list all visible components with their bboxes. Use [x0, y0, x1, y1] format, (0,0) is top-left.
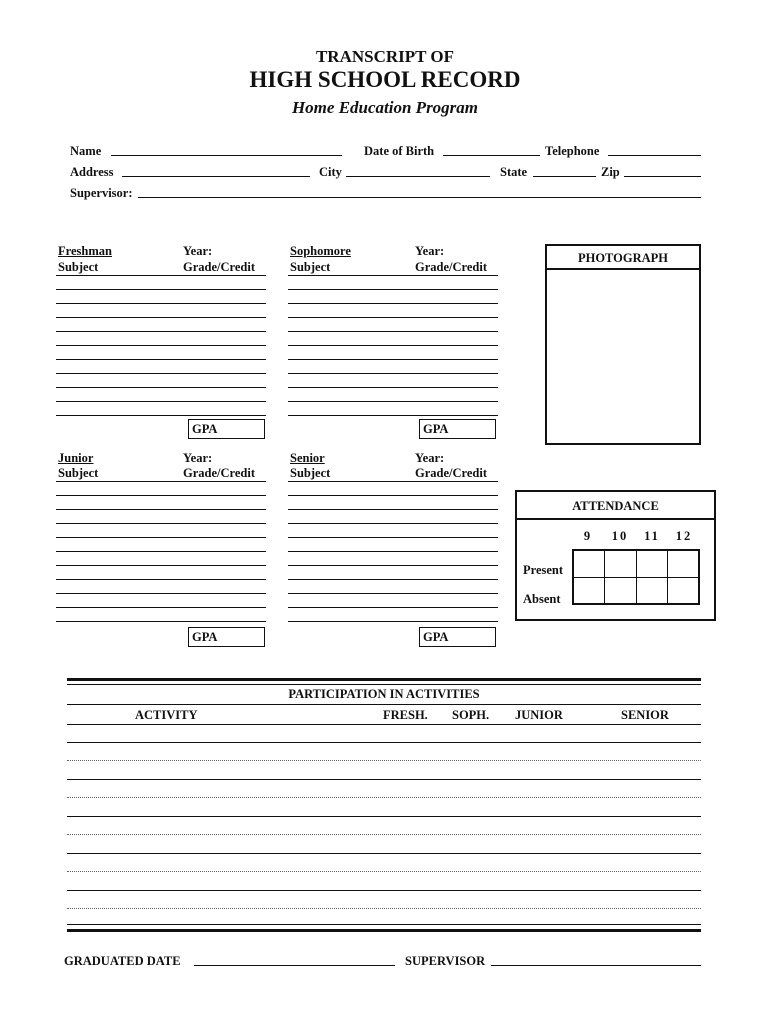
junior-row-3[interactable] — [56, 523, 266, 524]
junior-gpa-label: GPA — [192, 630, 218, 644]
attendance-absent-label: Absent — [523, 592, 561, 606]
freshman-row-6[interactable] — [56, 359, 266, 360]
junior-grade-header: Grade/Credit — [183, 466, 255, 480]
activities-title-rule — [67, 704, 701, 705]
name-label: Name — [70, 144, 102, 158]
title-line-1: TRANSCRIPT OF — [315, 47, 455, 66]
address-label: Address — [70, 165, 114, 179]
activity-row-5-guide — [67, 908, 701, 909]
activity-row-3[interactable] — [67, 816, 701, 817]
sophomore-year-label: Year: — [415, 244, 445, 258]
junior-header-rule — [56, 481, 266, 482]
city-label: City — [319, 165, 342, 179]
telephone-field[interactable] — [608, 155, 701, 156]
freshman-row-9[interactable] — [56, 401, 266, 402]
senior-heading: Senior — [290, 451, 325, 465]
zip-field[interactable] — [624, 176, 701, 177]
name-field[interactable] — [111, 155, 342, 156]
sophomore-row-4[interactable] — [288, 331, 498, 332]
footer-supervisor-label: SUPERVISOR — [405, 954, 486, 968]
sophomore-row-5[interactable] — [288, 345, 498, 346]
sophomore-grade-header: Grade/Credit — [415, 260, 487, 274]
graduated-date-field[interactable] — [194, 965, 395, 966]
attendance-box — [515, 490, 716, 621]
senior-header-rule — [288, 481, 498, 482]
state-label: State — [500, 165, 528, 179]
sophomore-header-rule — [288, 275, 498, 276]
sophomore-row-6[interactable] — [288, 359, 498, 360]
telephone-label: Telephone — [545, 144, 600, 158]
sophomore-gpa-box[interactable] — [419, 419, 496, 439]
sophomore-gpa-label: GPA — [423, 422, 449, 436]
senior-year-label: Year: — [415, 451, 445, 465]
attendance-present-label: Present — [523, 563, 564, 577]
attendance-grade-12: 12 — [675, 529, 693, 543]
junior-row-10[interactable] — [56, 621, 266, 622]
sophomore-row-9[interactable] — [288, 401, 498, 402]
freshman-header-rule — [56, 275, 266, 276]
freshman-heading: Freshman — [58, 244, 112, 258]
activities-col-junior: JUNIOR — [515, 708, 563, 722]
footer-supervisor-field[interactable] — [491, 965, 701, 966]
junior-row-2[interactable] — [56, 509, 266, 510]
graduated-date-label: GRADUATED DATE — [64, 954, 181, 968]
freshman-gpa-box[interactable] — [188, 419, 265, 439]
junior-row-6[interactable] — [56, 565, 266, 566]
zip-label: Zip — [601, 165, 620, 179]
activities-title: PARTICIPATION IN ACTIVITIES — [288, 687, 480, 701]
supervisor-label: Supervisor: — [70, 186, 133, 200]
freshman-row-7[interactable] — [56, 373, 266, 374]
freshman-row-8[interactable] — [56, 387, 266, 388]
freshman-row-4[interactable] — [56, 331, 266, 332]
activity-row-1-guide — [67, 760, 701, 761]
senior-row-1[interactable] — [288, 495, 498, 496]
sophomore-row-10[interactable] — [288, 415, 498, 416]
sophomore-row-7[interactable] — [288, 373, 498, 374]
attendance-grid-col-3 — [667, 551, 668, 603]
attendance-grade-10: 10 — [611, 529, 629, 543]
freshman-subject-header: Subject — [58, 260, 99, 274]
sophomore-heading: Sophomore — [290, 244, 351, 258]
activity-row-2[interactable] — [67, 779, 701, 780]
attendance-grid-col-1 — [604, 551, 605, 603]
freshman-gpa-label: GPA — [192, 422, 218, 436]
junior-row-7[interactable] — [56, 579, 266, 580]
junior-row-5[interactable] — [56, 551, 266, 552]
sophomore-row-2[interactable] — [288, 303, 498, 304]
senior-row-6[interactable] — [288, 565, 498, 566]
subtitle: Home Education Program — [291, 98, 479, 117]
attendance-title-rule — [517, 518, 714, 520]
state-field[interactable] — [533, 176, 596, 177]
sophomore-row-8[interactable] — [288, 387, 498, 388]
attendance-grid — [572, 549, 700, 605]
junior-heading: Junior — [58, 451, 94, 465]
city-field[interactable] — [346, 176, 490, 177]
dob-field[interactable] — [443, 155, 540, 156]
junior-row-9[interactable] — [56, 607, 266, 608]
senior-gpa-box[interactable] — [419, 627, 496, 647]
senior-row-3[interactable] — [288, 523, 498, 524]
freshman-row-5[interactable] — [56, 345, 266, 346]
photograph-label-rule — [547, 268, 699, 270]
senior-row-4[interactable] — [288, 537, 498, 538]
senior-row-7[interactable] — [288, 579, 498, 580]
attendance-grid-col-2 — [636, 551, 637, 603]
photograph-box[interactable] — [545, 244, 701, 445]
activities-col-activity: ACTIVITY — [135, 708, 198, 722]
freshman-row-3[interactable] — [56, 317, 266, 318]
junior-subject-header: Subject — [58, 466, 99, 480]
junior-row-1[interactable] — [56, 495, 266, 496]
activities-col-fresh: FRESH. — [383, 708, 428, 722]
senior-gpa-label: GPA — [423, 630, 449, 644]
address-field[interactable] — [122, 176, 310, 177]
junior-row-8[interactable] — [56, 593, 266, 594]
activity-row-6[interactable] — [67, 924, 701, 925]
activity-row-2-guide — [67, 797, 701, 798]
senior-row-5[interactable] — [288, 551, 498, 552]
supervisor-field[interactable] — [138, 197, 701, 198]
freshman-row-1[interactable] — [56, 289, 266, 290]
senior-row-9[interactable] — [288, 607, 498, 608]
activities-top-rule-thin — [67, 684, 701, 685]
attendance-grade-11: 11 — [644, 529, 660, 543]
senior-grade-header: Grade/Credit — [415, 466, 487, 480]
sophomore-subject-header: Subject — [290, 260, 331, 274]
activities-col-senior: SENIOR — [621, 708, 669, 722]
junior-row-4[interactable] — [56, 537, 266, 538]
activity-row-4[interactable] — [67, 853, 701, 854]
activity-row-5[interactable] — [67, 890, 701, 891]
activities-top-rule — [67, 678, 701, 681]
junior-gpa-box[interactable] — [188, 627, 265, 647]
photograph-label: PHOTOGRAPH — [577, 251, 669, 265]
attendance-grade-9: 9 — [583, 529, 593, 543]
activity-row-4-guide — [67, 871, 701, 872]
senior-row-10[interactable] — [288, 621, 498, 622]
activities-header-rule — [67, 724, 701, 725]
activities-col-soph: SOPH. — [452, 708, 490, 722]
senior-row-2[interactable] — [288, 509, 498, 510]
freshman-row-10[interactable] — [56, 415, 266, 416]
activity-row-3-guide — [67, 834, 701, 835]
activity-row-1[interactable] — [67, 742, 701, 743]
freshman-year-label: Year: — [183, 244, 213, 258]
dob-label: Date of Birth — [364, 144, 435, 158]
activities-bottom-rule — [67, 929, 701, 932]
senior-subject-header: Subject — [290, 466, 331, 480]
sophomore-row-1[interactable] — [288, 289, 498, 290]
junior-year-label: Year: — [183, 451, 213, 465]
freshman-row-2[interactable] — [56, 303, 266, 304]
page-title: HIGH SCHOOL RECORD — [249, 67, 521, 92]
freshman-grade-header: Grade/Credit — [183, 260, 255, 274]
senior-row-8[interactable] — [288, 593, 498, 594]
attendance-title: ATTENDANCE — [572, 499, 659, 513]
sophomore-row-3[interactable] — [288, 317, 498, 318]
